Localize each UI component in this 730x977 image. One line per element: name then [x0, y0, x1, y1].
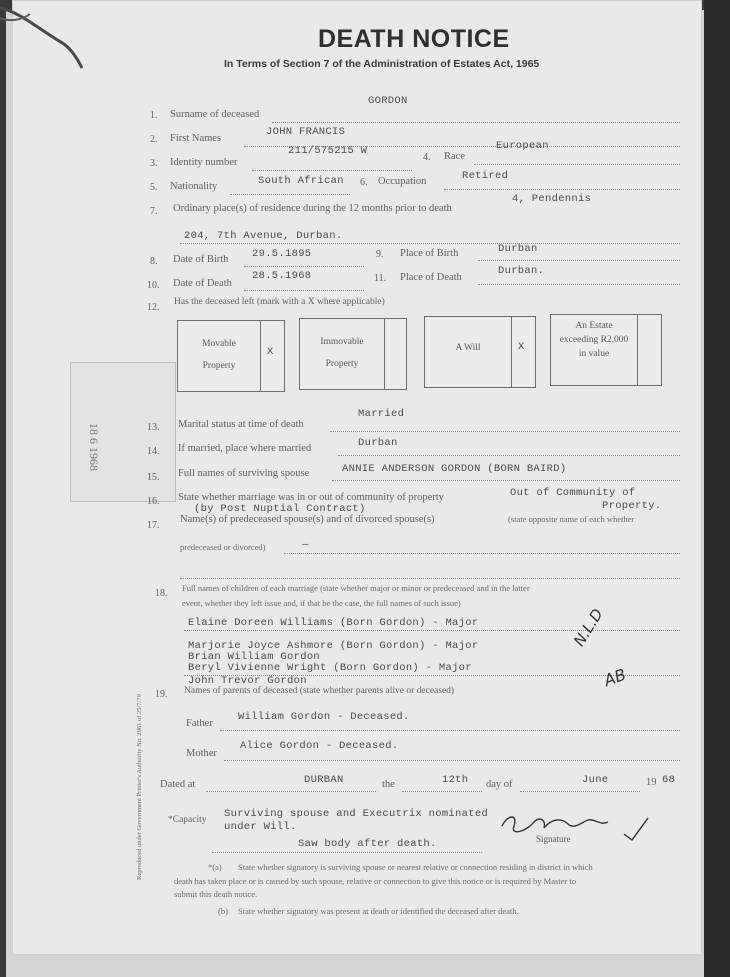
child-entry: Marjorie Joyce Ashmore (Born Gordon) - Major — [188, 640, 479, 652]
race-label: Race — [444, 151, 465, 162]
box-mark: X — [518, 341, 525, 353]
dotted-line — [478, 284, 680, 285]
office-stamp — [70, 362, 176, 502]
dotted-line — [338, 455, 680, 456]
item-number: 5. — [150, 182, 158, 193]
stamp-date: 18 6 1968 — [87, 423, 101, 471]
dotted-line — [444, 189, 680, 190]
form-subtitle: In Terms of Section 7 of the Administration of Estates Act, 1965 — [224, 58, 540, 70]
dotted-line — [220, 730, 680, 731]
dotted-line — [244, 290, 364, 291]
will-box — [424, 316, 536, 388]
box-label: An Estate — [575, 321, 613, 331]
capacity-label: *Capacity — [168, 815, 207, 825]
dotted-line — [402, 791, 482, 792]
predeceased-value: — — [302, 539, 309, 551]
item-number: 16. — [147, 496, 160, 507]
footnote-a-line-2: death has taken place or is caused by such spouse, relative or connection to give this notice or is required by Master to — [174, 876, 576, 886]
box-label: in value — [578, 349, 610, 359]
left-label: Has the deceased left (mark with a X where applicable) — [174, 297, 385, 307]
movable-property-box — [177, 320, 285, 392]
identity-value: 211/575215 W — [288, 145, 368, 157]
dotted-line — [206, 791, 376, 792]
dotted-line — [180, 243, 680, 244]
handwritten-mark: AB — [601, 664, 629, 691]
mother-label: Mother — [186, 748, 217, 759]
handwritten-initials: N.L.D — [570, 605, 607, 650]
document-page — [12, 0, 702, 955]
race-value: European — [496, 140, 549, 152]
dob-value: 29.5.1895 — [252, 248, 312, 260]
item-number: 18. — [155, 588, 168, 599]
occupation-label: Occupation — [378, 176, 427, 187]
item-number: 19. — [155, 689, 168, 700]
item-number: 9. — [376, 249, 384, 260]
dotted-line — [244, 266, 364, 267]
item-number: 11. — [374, 273, 387, 284]
box-label: Movable — [202, 339, 236, 349]
dotted-line — [272, 122, 680, 123]
item-number: 8. — [150, 256, 158, 267]
box-label: Property — [325, 359, 359, 369]
marital-status-value: Married — [358, 408, 405, 420]
pod-value: Durban. — [498, 265, 545, 277]
dotted-line — [284, 553, 680, 554]
background-edge — [704, 0, 730, 977]
nationality-value: South African — [258, 175, 344, 187]
dated-day: 12th — [442, 774, 469, 786]
item-number: 1. — [150, 110, 158, 121]
predeceased-note: (state opposite name of each whether — [508, 514, 635, 524]
item-number: 2. — [150, 134, 158, 145]
capacity-line-2: under Will. — [224, 821, 297, 833]
immovable-property-box — [299, 318, 407, 390]
dotted-line — [330, 431, 680, 432]
spouse-value: ANNIE ANDERSON GORDON (BORN BAIRD) — [342, 463, 567, 475]
item-number: 13. — [147, 422, 160, 433]
child-entry: Brian William Gordon — [188, 651, 321, 663]
dod-label: Date of Death — [173, 278, 232, 289]
children-label-1: Full names of children of each marriage (state whether major or minor or predeceased and in the latter — [182, 583, 530, 593]
form-title: DEATH NOTICE — [318, 25, 510, 53]
children-label-2: event, whether they left issue and, if that be the case, the full names of such issue) — [182, 598, 461, 608]
marital-status-label: Marital status at time of death — [178, 419, 304, 430]
dated-place: DURBAN — [304, 774, 344, 786]
mother-value: Alice Gordon - Deceased. — [240, 740, 399, 752]
pob-value: Durban — [498, 243, 538, 255]
dotted-line — [478, 260, 680, 261]
item-number: 12. — [147, 302, 160, 313]
occupation-value: Retired — [462, 170, 509, 182]
box-label: Immovable — [320, 337, 364, 347]
signature — [496, 808, 656, 842]
estate-value-box — [550, 314, 662, 386]
community-label: State whether marriage was in or out of community of property — [178, 492, 444, 503]
identity-label: Identity number — [170, 157, 238, 168]
community-value-3: Property. — [602, 500, 662, 512]
capacity-line-1: Surviving spouse and Executrix nominated — [224, 808, 489, 820]
item-number: 3. — [150, 158, 158, 169]
child-entry: John Trevor Gordon — [188, 675, 307, 687]
dotted-line — [332, 480, 680, 481]
dotted-line — [180, 578, 680, 579]
nationality-label: Nationality — [170, 181, 218, 192]
parents-label: Names of parents of deceased (state whether parents alive or deceased) — [184, 686, 455, 696]
dob-label: Date of Birth — [173, 254, 229, 265]
item-number: 7. — [150, 206, 158, 217]
surname-label: Surname of deceased — [170, 109, 260, 120]
predeceased-label: Name(s) of predeceased spouse(s) and of divorced spouse(s) — [180, 514, 435, 525]
footnote-b-line: State whether signatory was present at death or identified the deceased after death. — [238, 906, 519, 916]
marriage-place-label: If married, place where married — [178, 443, 312, 454]
item-number: 6. — [360, 177, 368, 188]
box-label: exceeding R2,000 — [559, 335, 629, 345]
first-names-label: First Names — [170, 133, 222, 144]
predeceased-note-2: predeceased or divorced) — [180, 542, 266, 552]
box-label: Property — [202, 361, 236, 371]
footnote-a-line-1: State whether signatory is surviving spouse or nearest relative or connection residing in district in which — [238, 862, 593, 872]
item-number: 14. — [147, 446, 160, 457]
pob-label: Place of Birth — [400, 248, 459, 259]
binding-string — [0, 0, 90, 80]
dated-at-label: Dated at — [160, 779, 196, 790]
dotted-line — [224, 760, 680, 761]
father-label: Father — [186, 718, 213, 729]
year-prefix: 19 — [646, 777, 657, 788]
marriage-place-value: Durban — [358, 437, 398, 449]
item-number: 10. — [147, 280, 160, 291]
day-of-label: day of — [486, 779, 513, 790]
box-mark: X — [267, 346, 274, 358]
signature-label: Signature — [536, 834, 571, 844]
community-value-2: (by Post Nuptial Contract) — [194, 503, 366, 515]
dotted-line — [252, 170, 412, 171]
the-label: the — [382, 779, 395, 790]
item-number: 15. — [147, 472, 160, 483]
capacity-line-3: Saw body after death. — [298, 838, 437, 850]
spouse-label: Full names of surviving spouse — [178, 468, 310, 479]
item-number: 4. — [423, 152, 431, 163]
dotted-line — [230, 194, 350, 195]
item-number: 17. — [147, 520, 160, 531]
residence-label: Ordinary place(s) of residence during the 12 months prior to death — [173, 203, 452, 214]
authority-margin-text: Reproduced under Government Printer's Authority No. 2961 of 25/7/79 — [136, 694, 143, 880]
footnote-b-mark: (b) — [218, 906, 228, 916]
residence-value-2: 204, 7th Avenue, Durban. — [184, 230, 343, 242]
dated-year: 68 — [662, 774, 676, 786]
dod-value: 28.5.1968 — [252, 270, 312, 282]
residence-value-1: 4, Pendennis — [512, 193, 592, 205]
dotted-line — [184, 630, 680, 631]
dotted-line — [520, 791, 640, 792]
dated-month: June — [582, 774, 609, 786]
box-label: A Will — [455, 343, 481, 353]
dotted-line — [212, 852, 482, 853]
community-value-1: Out of Community of — [510, 487, 636, 499]
child-entry: Beryl Vivienne Wright (Born Gordon) - Major — [188, 662, 472, 674]
child-entry: Elaine Doreen Williams (Born Gordon) - Major — [188, 617, 479, 629]
footnote-a-mark: *(a) — [208, 862, 222, 872]
dotted-line — [474, 164, 680, 165]
surname-value: GORDON — [368, 95, 408, 107]
first-names-value: JOHN FRANCIS — [266, 126, 346, 138]
father-value: William Gordon - Deceased. — [238, 711, 410, 723]
footnote-a-line-3: submit this death notice. — [174, 889, 258, 899]
pod-label: Place of Death — [400, 272, 462, 283]
